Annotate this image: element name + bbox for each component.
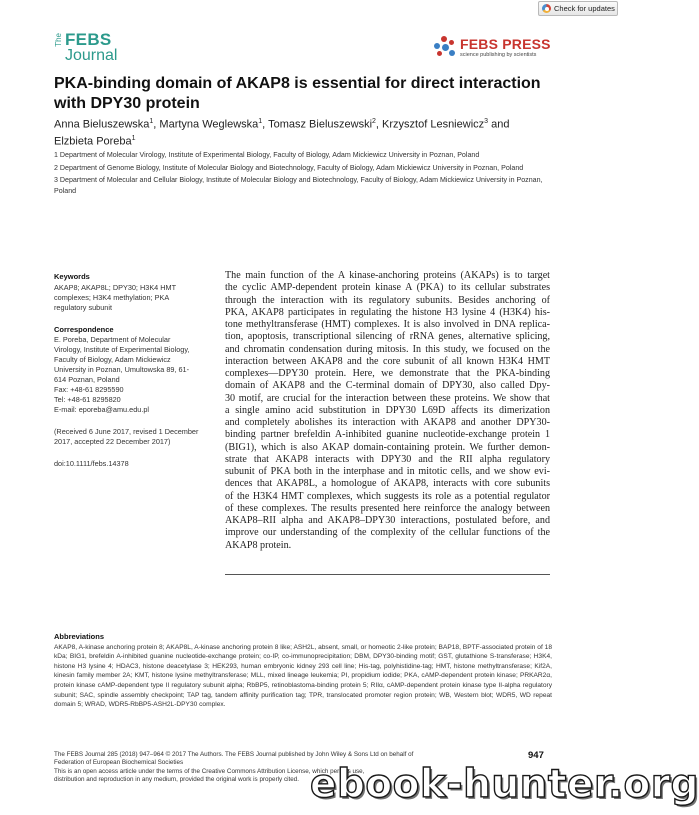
- received-line: 2017, accepted 22 December 2017): [54, 437, 171, 446]
- affiliation-2: 2 Department of Genome Biology, Institute of Molecular Biology and Biotechnology, Faculty of Biology, Adam Mickiewicz University in Poznan, Poland: [54, 163, 524, 172]
- tel-line: Tel: +48-61 8295820: [54, 395, 121, 404]
- correspondence-heading: Correspondence: [54, 324, 114, 334]
- affiliation-1: 1 Department of Molecular Virology, Institute of Experimental Biology, Faculty of Biology, Adam Mickiewicz University in Poznan, Poland: [54, 151, 480, 159]
- abstract-line: the cyclic AMP-dependent protein kinase A (PKA) to its cellular substrates: [225, 282, 550, 294]
- received-block: [54, 427, 218, 447]
- abstract-line: tion, apoptosis, transcriptional silencing of rRNA genes, alternative splicing,: [225, 331, 550, 343]
- abstract-line: 30 motif, are crucial for the interaction between these proteins. We show that: [225, 392, 550, 404]
- email-line[interactable]: E-mail: eporeba@amu.edu.pl: [54, 405, 150, 414]
- footer-line: The FEBS Journal 285 (2018) 947–964 © 2017 The Authors. The FEBS Journal published by John Wiley & Sons Ltd on behalf of: [54, 751, 414, 758]
- abstract-line: (BIG1), which is also AKAP domain-containing protein. We further demon-: [225, 441, 550, 453]
- watermark: ebook-hunter.org: [310, 762, 699, 807]
- correspondence-line: Faculty of Biology, Adam Mickiewicz: [54, 355, 171, 364]
- abstract-divider: [225, 574, 550, 575]
- abstract-line: improve our understanding of the complexity of the cellular functions of the: [225, 527, 550, 539]
- footer-line: distribution and reproduction in any medium, provided the original work is properly cited.: [54, 775, 300, 783]
- abstract-line: interaction between AKAP8 and the core subunit of all known H3K4 HMT: [225, 355, 550, 367]
- author-separator: and: [488, 118, 510, 131]
- abstract-line: PKA, AKAP8 participates in regulating the histone H3 lysine 4 (H3K4) his-: [225, 306, 550, 318]
- author-affiliation-mark: 3: [484, 118, 489, 125]
- abstract-line: domain of AKAP8 and the C-terminal domain of DPY30, also called Dpy-: [225, 380, 550, 392]
- author-separator: ,: [375, 118, 383, 131]
- abstract-line: AKAP8–RII alpha and AKAP8–DPY30 interactions, postulated before, and: [225, 515, 550, 526]
- doi-link[interactable]: doi:10.1111/febs.14378: [54, 459, 129, 468]
- correspondence-line: 614 Poznan, Poland: [54, 375, 120, 384]
- abbreviations-heading: Abbreviations: [54, 632, 105, 641]
- abstract-line: AKAP8 protein.: [225, 539, 292, 551]
- keywords-line: AKAP8; AKAP8L; DPY30; H3K4 HMT: [54, 282, 177, 292]
- journal-logo-febs: FEBS: [65, 30, 112, 49]
- crossmark-icon: [542, 4, 551, 13]
- publisher-tagline: science publishing by scientists: [460, 51, 537, 58]
- author-name: Elzbieta Poreba: [54, 135, 132, 148]
- abstract: [225, 270, 550, 552]
- correspondence-line: University in Poznan, Umultowska 89, 61-: [54, 365, 190, 374]
- journal-logo: [55, 31, 117, 69]
- footer-line: Federation of European Biochemical Societies: [54, 759, 184, 767]
- correspondence-line: E. Poreba, Department of Molecular: [54, 335, 171, 344]
- abbreviations: [54, 632, 552, 710]
- abstract-line: through the interaction with its regulatory subunits. Besides anchoring of: [225, 294, 550, 306]
- author-name: Martyna Weglewska: [159, 118, 259, 131]
- author-line: [54, 115, 554, 132]
- article-sidebar: [54, 272, 218, 469]
- keywords-line: complexes; H3K4 methylation; PKA: [54, 292, 170, 302]
- abstract-line: of the H3K4 HMT complexes, which suggests its role as a potential regulator: [225, 490, 550, 502]
- abstract-line: complexes—DPY30 protein. Here, we demonstrate that the PKA-binding: [225, 368, 550, 379]
- author-separator: ,: [262, 118, 269, 131]
- check-for-updates-label: Check for updates: [554, 4, 615, 13]
- abbreviations-text: AKAP8, A-kinase anchoring protein 8; AKAP8L, A-kinase anchoring protein 8 like; ASH2L, absent, small, or homeotic 2-like protein; BAP18, BPTF-associated protein of 18 kDa; BIG1, brefeldin A-inhibited guanine nucleotide-exchange protein; co-IP, co-immunoprecipitation; DBM, DPY30-binding motif; GST, glutathione S-transferase; H3K4, histone H3 lysine 4; HDAC3, histone deacetylase 3; HEK293, human embryonic kidney 293 cell line; His-tag, polyhistidine-tag; HMT, histone methyltransferase; Kif2A, kinesin family member 2A; KMT, histone lysine methyltransferase; MLL, mixed lineage leukemia; PI, propidium iodide; PKA, cAMP-dependent protein kinase; PRKAR2α, protein kinase cAMP-dependent type II regulatory subunit alpha; RbBP5, retinoblastoma-binding protein 5; RIIα, cAMP-dependent protein kinase type II-alpha regulatory subunit; SAC, spindle assembly checkpoint; TAP tag, tandem affinity purification tag; TPR, translocated promoter region protein; WB, Western blot; WDR5, WD repeat domain 5; WRAD, WDR5-RbBP5-ASH2L-DPY30 complex.: [54, 643, 552, 709]
- author-list: [54, 115, 554, 148]
- abstract-line: subunit of PKA both in the interphase and in mitotic cells, and we show evi-: [225, 466, 550, 477]
- footer-line[interactable]: This is an open access article under the terms of the Creative Commons Attribution License, which permits use,: [54, 767, 365, 775]
- author-affiliation-mark: 1: [149, 118, 154, 125]
- author-name: Krzysztof Lesniewicz: [382, 118, 485, 131]
- abstract-line: and chromatin condensation during mitosis. In this study, we focused on the: [225, 343, 550, 355]
- abstract-line: tone methyltransferase (HMT) complexes. It is also involved in DNA replica-: [225, 319, 550, 330]
- publisher-name: FEBS PRESS: [460, 35, 551, 52]
- author-affiliation-mark: 1: [131, 134, 136, 142]
- correspondence-line: Virology, Institute of Experimental Biology,: [54, 345, 190, 354]
- keywords-line: regulatory subunit: [54, 302, 113, 312]
- author-affiliation-mark: 1: [258, 118, 263, 125]
- check-for-updates-badge[interactable]: [538, 1, 618, 16]
- keywords-block: [54, 272, 218, 313]
- fax-line: Fax: +48-61 8295590: [54, 385, 124, 394]
- article-title: PKA-binding domain of AKAP8 is essential for direct interaction with DPY30 protein: [54, 75, 541, 112]
- journal-logo-journal: Journal: [65, 47, 118, 64]
- abstract-line: and completely abolishes its interaction with AKAP8 and another DPY30-: [225, 417, 550, 428]
- abstract-line: dences that AKAP8L, a homologue of AKAP8, interacts with core subunits: [225, 478, 550, 490]
- abstract-line: binding partner brefeldin A-inhibited guanine nucleotide-exchange protein 1: [225, 429, 550, 441]
- keywords-heading: Keywords: [54, 272, 90, 281]
- author-name: Tomasz Bieluszewski: [268, 118, 373, 131]
- author-name: Anna Bieluszewska: [54, 118, 150, 131]
- publisher-logo: [434, 36, 551, 58]
- author-line: [54, 132, 554, 149]
- affiliations: [54, 150, 554, 198]
- author-affiliation-mark: 2: [372, 118, 376, 125]
- correspondence-block: [54, 325, 218, 416]
- journal-logo-the: The: [54, 33, 63, 47]
- abstract-line: of these complexes. The results presented here reinforce the analogy between: [225, 502, 550, 514]
- received-line: (Received 6 June 2017, revised 1 December: [54, 427, 199, 436]
- affiliation-3: 3 Department of Molecular and Cellular Biology, Institute of Molecular Biology and Biotechnology, Faculty of Biology, Adam Mickiewicz University in Poznan, Poland: [54, 176, 543, 195]
- abstract-line: The main function of the A kinase-anchoring proteins (AKAPs) is to target: [225, 270, 550, 281]
- abstract-line: a single amino acid substitution in DPY30 L69D affects its dimerization: [225, 404, 550, 416]
- page-number: 947: [528, 750, 544, 761]
- author-separator: ,: [153, 118, 160, 131]
- abstract-line: strate that AKAP8 interacts with DPY30 and the RII alpha regulatory: [225, 453, 550, 465]
- febs-press-dots-icon: [434, 36, 456, 58]
